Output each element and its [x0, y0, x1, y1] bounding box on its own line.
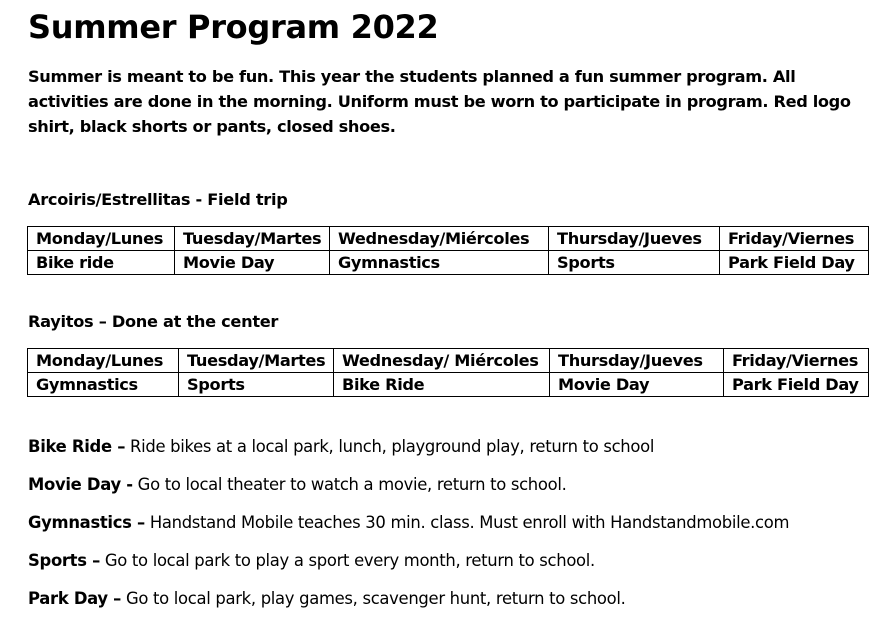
table-header-cell: Thursday/Jueves: [549, 227, 720, 251]
group-heading-arcoiris: Arcoiris/Estrellitas - Field trip: [28, 190, 288, 209]
description-bike-ride: [28, 437, 654, 456]
table-cell: Movie Day: [175, 251, 330, 275]
schedule-table-rayitos: [27, 348, 869, 397]
description-term: Bike Ride –: [28, 437, 126, 456]
description-text: Go to local park to play a sport every month, return to school.: [99, 551, 595, 570]
table-header-cell: Friday/Viernes: [720, 227, 869, 251]
table-cell: Bike ride: [28, 251, 175, 275]
schedule-table-arcoiris: [27, 226, 869, 275]
description-term: Park Day –: [28, 589, 122, 608]
table-header-cell: Wednesday/Miércoles: [330, 227, 549, 251]
table-header-row: [28, 227, 869, 251]
table-header-cell: Monday/Lunes: [28, 349, 179, 373]
table-cell: Bike Ride: [334, 373, 550, 397]
table-header-cell: Thursday/Jueves: [550, 349, 724, 373]
table-cell: Gymnastics: [330, 251, 549, 275]
table-header-row: [28, 349, 869, 373]
table-cell: Sports: [179, 373, 334, 397]
description-text: Go to local park, play games, scavenger hunt, return to school.: [121, 589, 626, 608]
table-header-cell: Tuesday/Martes: [179, 349, 334, 373]
table-cell: Park Field Day: [724, 373, 869, 397]
description-term: Sports –: [28, 551, 100, 570]
table-cell: Sports: [549, 251, 720, 275]
description-term: Gymnastics –: [28, 513, 145, 532]
table-cell: Park Field Day: [720, 251, 869, 275]
table-header-cell: Monday/Lunes: [28, 227, 175, 251]
description-sports: [28, 551, 595, 570]
table-cell: Movie Day: [550, 373, 724, 397]
table-header-cell: Friday/Viernes: [724, 349, 869, 373]
description-gymnastics: [28, 513, 789, 532]
description-movie-day: [28, 475, 567, 494]
description-text: Go to local theater to watch a movie, return to school.: [132, 475, 567, 494]
group-heading-rayitos: Rayitos – Done at the center: [28, 312, 279, 331]
description-park-day: [28, 589, 626, 608]
table-header-cell: Wednesday/ Miércoles: [334, 349, 550, 373]
table-row: [28, 373, 869, 397]
table-cell: Gymnastics: [28, 373, 179, 397]
intro-paragraph: Summer is meant to be fun. This year the students planned a fun summer program. All activities are done in the morning. Uniform must be worn to participate in program. Red logo shirt, black shorts or pants, closed shoes.: [28, 67, 851, 136]
page-title: Summer Program 2022: [28, 8, 439, 46]
table-header-cell: Tuesday/Martes: [175, 227, 330, 251]
description-term: Movie Day -: [28, 475, 133, 494]
table-row: [28, 251, 869, 275]
description-text: Handstand Mobile teaches 30 min. class. Must enroll with Handstandmobile.com: [144, 513, 790, 532]
description-text: Ride bikes at a local park, lunch, playground play, return to school: [125, 437, 655, 456]
